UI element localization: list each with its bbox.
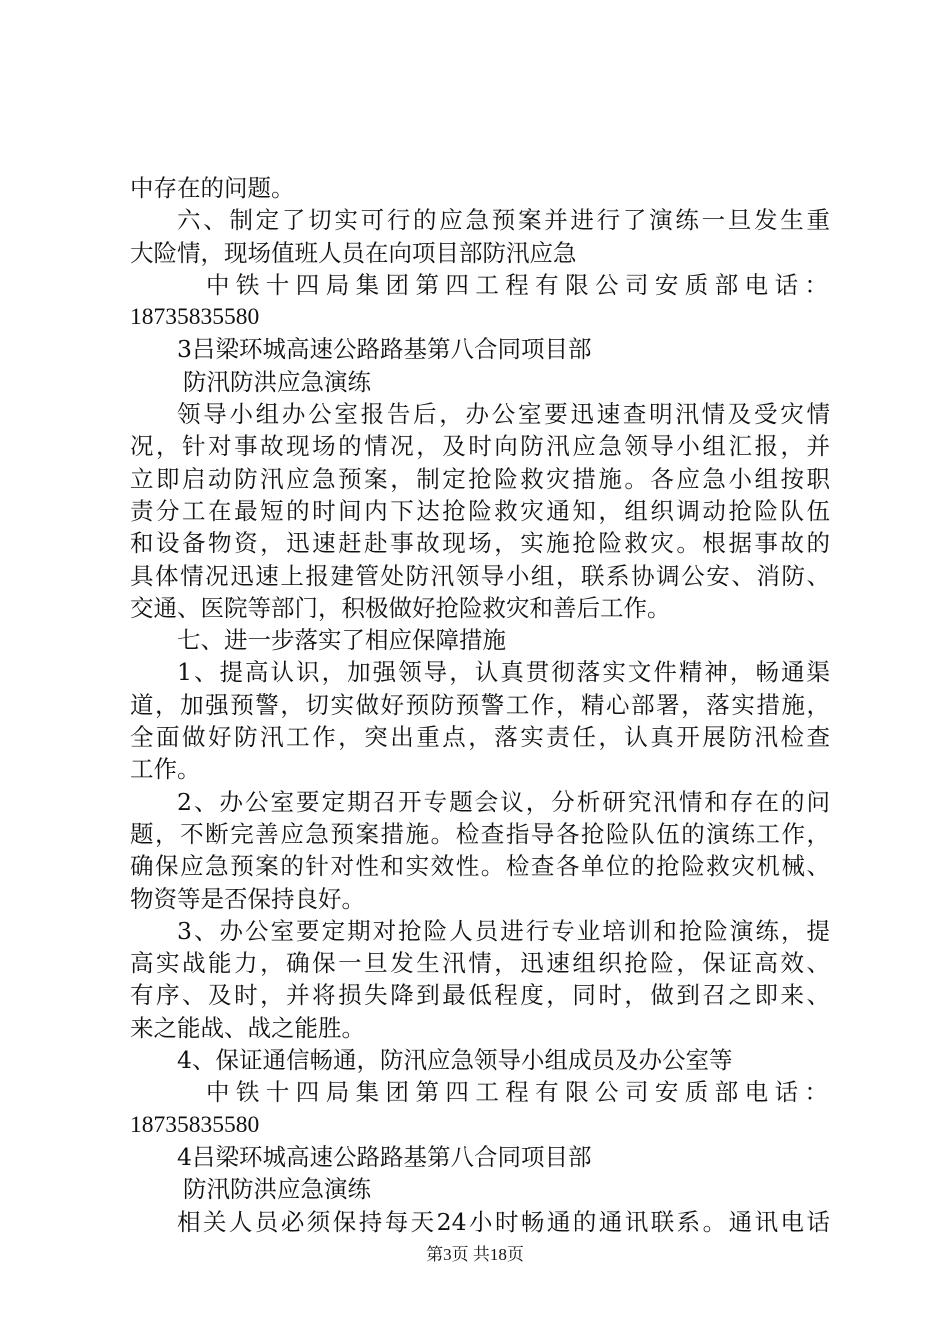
document-body: [130, 172, 830, 1238]
company-phone-line: 中铁十四局集团第四工程有限公司安质部电话：: [206, 1078, 830, 1107]
text-line: 1、提高认识，加强领导，认真贯彻落实文件精神，畅通渠: [177, 658, 830, 687]
text-line: 有序、及时，并将损失降到最低程度，同时，做到召之即来、: [130, 981, 830, 1010]
text-line: 来之能战、战之能胜。: [130, 1013, 365, 1042]
section-title: 防汛防洪应急演练: [183, 1175, 371, 1204]
text-line: 责分工在最短的时间内下达抢险救灾通知，组织调动抢险队伍: [130, 496, 830, 525]
page-footer: 第3页 共18页: [426, 1245, 524, 1264]
phone-number: 18735835580: [130, 304, 260, 331]
section-title: 防汛防洪应急演练: [183, 367, 371, 396]
text-line: 工作。: [130, 755, 201, 784]
project-header: 4吕梁环城高速公路路基第八合同项目部: [177, 1142, 592, 1171]
text-line: 确保应急预案的针对性和实效性。检查各单位的抢险救灾机械、: [130, 852, 830, 881]
text-line: 具体情况迅速上报建管处防汛领导小组，联系协调公安、消防、: [130, 561, 830, 590]
text-line: 物资等是否保持良好。: [130, 884, 365, 913]
section-heading: 七、进一步落实了相应保障措施: [177, 626, 506, 655]
text-line: 大险情，现场值班人员在向项目部防汛应急: [130, 238, 577, 267]
text-line: 2、办公室要定期召开专题会议，分析研究汛情和存在的问: [177, 787, 830, 816]
text-line: 4、保证通信畅通，防汛应急领导小组成员及办公室等: [177, 1046, 733, 1075]
text-line: 立即启动防汛应急预案，制定抢险救灾措施。各应急小组按职: [130, 464, 830, 493]
text-line: 相关人员必须保持每天24小时畅通的通讯联系。通讯电话: [177, 1207, 830, 1236]
text-line: 高实战能力，确保一旦发生汛情，迅速组织抢险，保证高效、: [130, 949, 830, 978]
text-line: 六、制定了切实可行的应急预案并进行了演练一旦发生重: [177, 206, 830, 235]
phone-number: 18735835580: [130, 1111, 260, 1138]
text-line: 道，加强预警，切实做好预防预警工作，精心部署，落实措施，: [130, 690, 830, 719]
text-line: 全面做好防汛工作，突出重点，落实责任，认真开展防汛检查: [130, 723, 830, 752]
text-line: 和设备物资，迅速赶赴事故现场，实施抢险救灾。根据事故的: [130, 529, 830, 558]
text-line: 题，不断完善应急预案措施。检查指导各抢险队伍的演练工作，: [130, 819, 830, 848]
text-line: 中存在的问题。: [130, 174, 295, 202]
text-line: 况，针对事故现场的情况，及时向防汛应急领导小组汇报，并: [130, 432, 830, 461]
text-line: 领导小组办公室报告后，办公室要迅速查明汛情及受灾情: [177, 400, 830, 429]
text-line: 3、办公室要定期对抢险人员进行专业培训和抢险演练，提: [177, 916, 830, 945]
project-header: 3吕梁环城高速公路路基第八合同项目部: [177, 335, 592, 364]
company-phone-line: 中铁十四局集团第四工程有限公司安质部电话：: [206, 270, 830, 299]
text-line: 交通、医院等部门，积极做好抢险救灾和善后工作。: [130, 593, 671, 622]
